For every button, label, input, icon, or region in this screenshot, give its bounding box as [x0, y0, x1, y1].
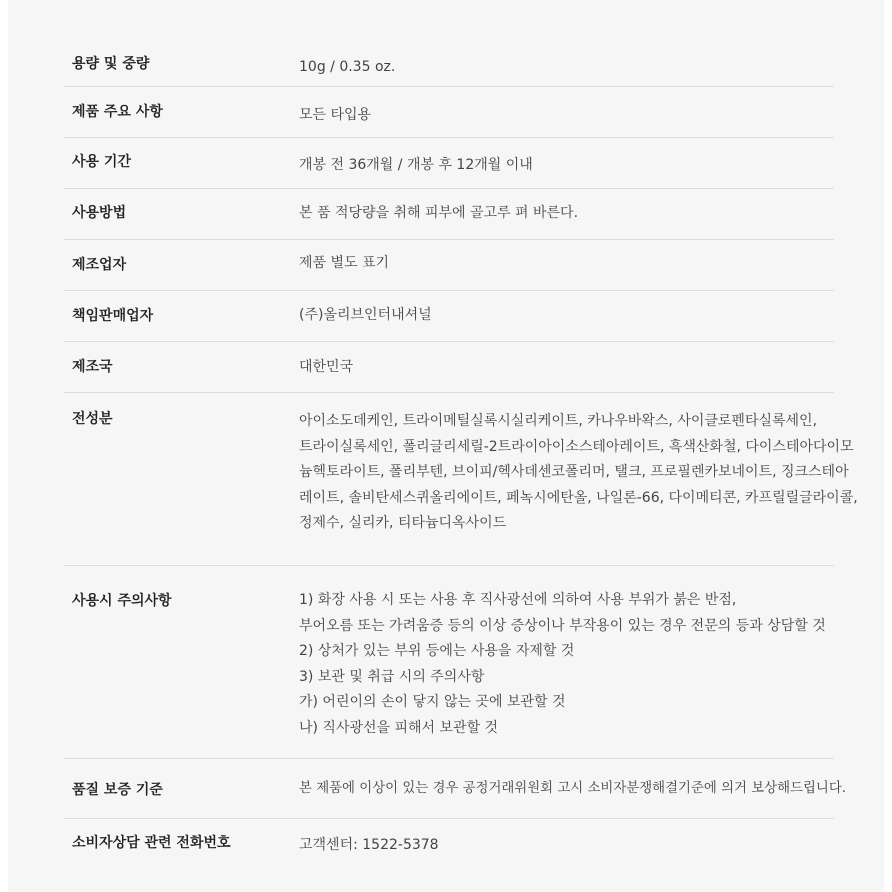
info-row-ingredients	[64, 393, 858, 566]
ingredients-line: 정제수, 실리카, 티타늄디옥사이드	[299, 515, 507, 532]
precaution-line: 1) 화장 사용 시 또는 사용 후 직사광선에 의하여 사용 부위가 붉은 반점,	[299, 592, 737, 608]
info-row-main-feature	[64, 87, 834, 138]
info-row-label: 제조업자	[72, 257, 127, 273]
info-row-quality	[64, 759, 847, 819]
precaution-line: 2) 상처가 있는 부위 등에는 사용을 자제할 것	[299, 643, 575, 660]
info-row-value: 본 제품에 이상이 있는 경우 공정거래위원회 고시 소비자분쟁해결기준에 의거 보상해드립니다.	[299, 781, 847, 796]
customer-center-phone: 고객센터: 1522-5378	[299, 837, 439, 853]
product-info-panel	[8, 0, 884, 892]
precaution-line: 3) 보관 및 취급 시의 주의사항	[299, 668, 485, 685]
info-row-precautions	[64, 566, 834, 759]
ingredients-line: 늄헥토라이트, 폴리부텐, 브이피/헥사데센코폴리머, 탤크, 프로필렌카보네이트, 징크스테아	[299, 464, 849, 481]
ingredients-line: 트라이실록세인, 폴리글리세릴-2트라이아이소스테아레이트, 흑색산화철, 다이스테아다이모	[299, 438, 854, 455]
precaution-line: 부어오름 또는 가려움증 등의 이상 증상이나 부작용이 있는 경우 전문의 등과 상담할 것	[299, 617, 826, 634]
info-row-value: 모든 타입용	[299, 107, 372, 123]
info-row-value: 10g / 0.35 oz.	[299, 59, 396, 75]
info-row-value: 개봉 전 36개월 / 개봉 후 12개월 이내	[299, 157, 533, 173]
info-row-value: (주)올리브인터내셔널	[299, 307, 432, 323]
precautions-list	[299, 588, 859, 742]
ingredients-line: 레이트, 솔비탄세스퀴올리에이트, 페녹시에탄올, 나일론-66, 다이메티콘, 카프릴릴글라이콜,	[299, 489, 858, 506]
info-row-label: 사용 기간	[72, 154, 131, 170]
info-row-label: 용량 및 중량	[72, 56, 150, 72]
info-row-value: 본 품 적당량을 취해 피부에 골고루 펴 바른다.	[299, 205, 579, 221]
precaution-line: 가) 어린이의 손이 닿지 않는 곳에 보관할 것	[299, 694, 566, 711]
info-row-manufacturer	[64, 240, 834, 291]
info-row-label: 사용방법	[72, 205, 127, 221]
info-row-label: 책임판매업자	[72, 308, 154, 324]
info-row-contact	[64, 819, 834, 872]
info-row-capacity	[64, 40, 834, 87]
info-row-label: 제조국	[72, 359, 113, 375]
info-row-label: 품질 보증 기준	[72, 782, 163, 798]
ingredients-list	[299, 409, 859, 537]
info-row-shelf-life	[64, 138, 834, 189]
info-row-value: 제품 별도 표기	[299, 255, 390, 271]
info-row-distributor	[64, 291, 834, 342]
info-row-value: 대한민국	[299, 359, 354, 375]
info-row-label: 소비자상담 관련 전화번호	[72, 835, 231, 851]
info-row-usage	[64, 189, 834, 240]
info-row-label: 제품 주요 사항	[72, 104, 163, 120]
info-row-label: 전성분	[72, 411, 113, 427]
info-row-country	[64, 342, 834, 393]
ingredients-line: 아이소도데케인, 트라이메틸실록시실리케이트, 카나우바왁스, 사이클로펜타실록세인,	[299, 413, 818, 429]
info-row-label: 사용시 주의사항	[72, 593, 172, 609]
precaution-line: 나) 직사광선을 피해서 보관할 것	[299, 719, 499, 736]
